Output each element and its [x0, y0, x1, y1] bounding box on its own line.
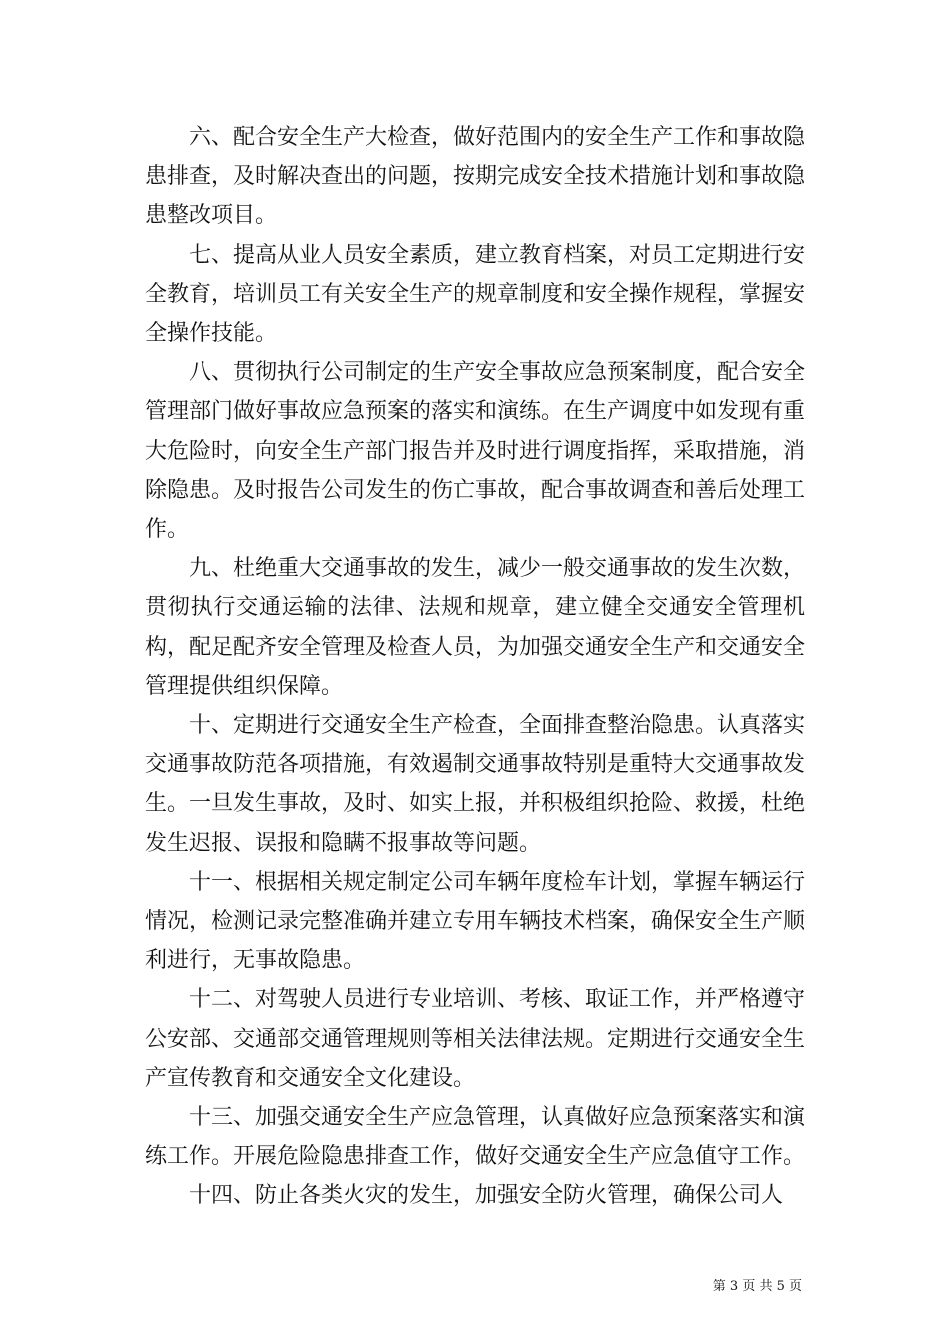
paragraph-12: 十二、对驾驶人员进行专业培训、考核、取证工作，并严格遵守公安部、交通部交通管理规则等相关法律法规。定期进行交通安全生产宣传教育和交通安全文化建设。: [145, 987, 806, 1091]
paragraph-13: 十三、加强交通安全生产应急管理，认真做好应急预案落实和演练工作。开展危险隐患排查工作，做好交通安全生产应急值守工作。: [145, 1105, 806, 1170]
paragraph-7: 七、提高从业人员安全素质，建立教育档案，对员工定期进行安全教育，培训员工有关安全生产的规章制度和安全操作规程，掌握安全操作技能。: [145, 242, 806, 347]
paragraph-11: 十一、根据相关规定制定公司车辆年度检车计划，掌握车辆运行情况，检测记录完整准确并建立专用车辆技术档案，确保安全生产顺利进行，无事故隐患。: [145, 869, 806, 974]
page-number: 第 3 页 共 5 页: [712, 1279, 802, 1294]
paragraph-9: 九、杜绝重大交通事故的发生，减少一般交通事故的发生次数，贯彻执行交通运输的法律、法规和规章，建立健全交通安全管理机构，配足配齐安全管理及检查人员，为加强交通安全生产和交通安全管理提供组织保障。: [145, 556, 806, 699]
body-text: [145, 118, 805, 1216]
paragraph-8: 八、贯彻执行公司制定的生产安全事故应急预案制度，配合安全管理部门做好事故应急预案的落实和演练。在生产调度中如发现有重大危险时，向安全生产部门报告并及时进行调度指挥，采取措施，消除隐患。及时报告公司发生的伤亡事故，配合事故调查和善后处理工作。: [145, 360, 806, 543]
paragraph-14: 十四、防止各类火灾的发生，加强安全防火管理，确保公司人: [189, 1183, 784, 1209]
paragraph-10: 十、定期进行交通安全生产检查，全面排查整治隐患。认真落实交通事故防范各项措施，有效遏制交通事故特别是重特大交通事故发生。一旦发生事故，及时、如实上报，并积极组织抢险、救援，杜绝发生迟报、误报和隐瞒不报事故等问题。: [145, 713, 806, 856]
paragraph-6: 六、配合安全生产大检查，做好范围内的安全生产工作和事故隐患排查，及时解决查出的问题，按期完成安全技术措施计划和事故隐患整改项目。: [145, 125, 806, 229]
